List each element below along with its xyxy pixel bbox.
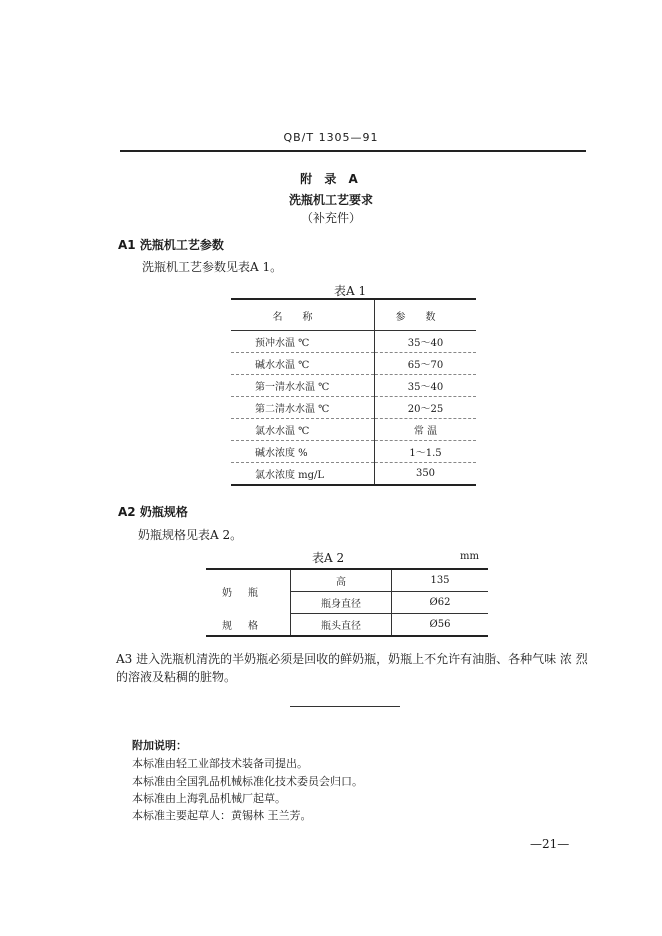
table-cell-value: 常 温 — [375, 419, 477, 441]
additional-note-line: 本标准由上海乳品机械厂起草。 — [132, 792, 286, 805]
table-a1-header-param: 参数 — [375, 299, 477, 331]
table-cell-value: Ø62 — [392, 592, 489, 614]
table-cell-value: 35～40 — [375, 375, 477, 397]
header-rule — [120, 150, 586, 152]
appendix-note: （补充件） — [300, 211, 361, 225]
table-cell-value: 135 — [392, 569, 489, 592]
table-cell-value: Ø56 — [429, 619, 451, 630]
appendix-title: 洗瓶机工艺要求 — [288, 193, 373, 207]
additional-note-line: 本标准由轻工业部技术装备司提出。 — [132, 757, 308, 770]
table-a2-group-bottom: 规格 — [206, 614, 291, 637]
table-cell-name: 高 — [291, 569, 392, 592]
section-a3-line2: 的溶液及粘稠的脏物。 — [116, 670, 237, 684]
table-row — [231, 331, 476, 353]
table-cell-name: 碱水浓度 % — [231, 441, 375, 463]
table-cell-value: 20～25 — [375, 397, 477, 419]
section-a1-heading: A1 洗瓶机工艺参数 — [118, 238, 224, 252]
section-divider — [290, 706, 400, 707]
table-cell-name: 氯水水温 ℃ — [231, 419, 375, 441]
table-a2-group-top: 奶瓶 — [206, 569, 291, 614]
table-a2-title: 表A 2 — [312, 551, 345, 565]
page-number: —21— — [530, 837, 570, 851]
table-cell-name: 预冲水温 ℃ — [231, 331, 375, 353]
appendix-label: 附 录 A — [300, 172, 362, 186]
table-row — [231, 353, 476, 375]
section-a1-text: 洗瓶机工艺参数见表A 1。 — [142, 260, 283, 274]
table-cell-value: 65～70 — [375, 353, 477, 375]
additional-note-line: 本标准由全国乳品机械标准化技术委员会归口。 — [132, 775, 363, 788]
table-cell-name: 第二清水水温 ℃ — [231, 397, 375, 419]
document-code: QB/T 1305—91 — [283, 131, 379, 144]
table-a1 — [231, 298, 476, 486]
table-row — [231, 463, 476, 486]
section-a2-text: 奶瓶规格见表A 2。 — [138, 528, 243, 542]
table-row — [206, 569, 488, 592]
table-cell-value: 35～40 — [407, 338, 444, 349]
table-row — [231, 419, 476, 441]
section-a3-line1: A3 进入洗瓶机清洗的半奶瓶必须是回收的鲜奶瓶，奶瓶上不允许有油脂、各种气味 浓 烈 — [116, 652, 588, 666]
additional-note-line: 本标准主要起草人：黄锡林 王兰芳。 — [132, 809, 312, 822]
table-cell-name: 瓶头直径 — [291, 614, 392, 637]
table-cell-value: 350 — [375, 463, 477, 486]
table-cell-value: 1～1.5 — [375, 441, 477, 463]
table-row — [206, 614, 488, 637]
table-row — [231, 375, 476, 397]
section-a2-heading: A2 奶瓶规格 — [118, 505, 188, 519]
table-a1-title: 表A 1 — [334, 284, 367, 298]
additional-notes-title: 附加说明： — [132, 739, 187, 752]
table-cell-name: 第一清水水温 ℃ — [231, 375, 375, 397]
table-cell-name: 氯水浓度 mg/L — [231, 463, 375, 486]
table-a2-unit: mm — [460, 551, 479, 562]
table-a1-header-name: 名称 — [231, 299, 375, 331]
table-row — [231, 441, 476, 463]
table-a2 — [206, 568, 488, 637]
table-cell-name: 碱水水温 ℃ — [231, 353, 375, 375]
table-cell-name: 瓶身直径 — [291, 592, 392, 614]
table-row — [231, 397, 476, 419]
